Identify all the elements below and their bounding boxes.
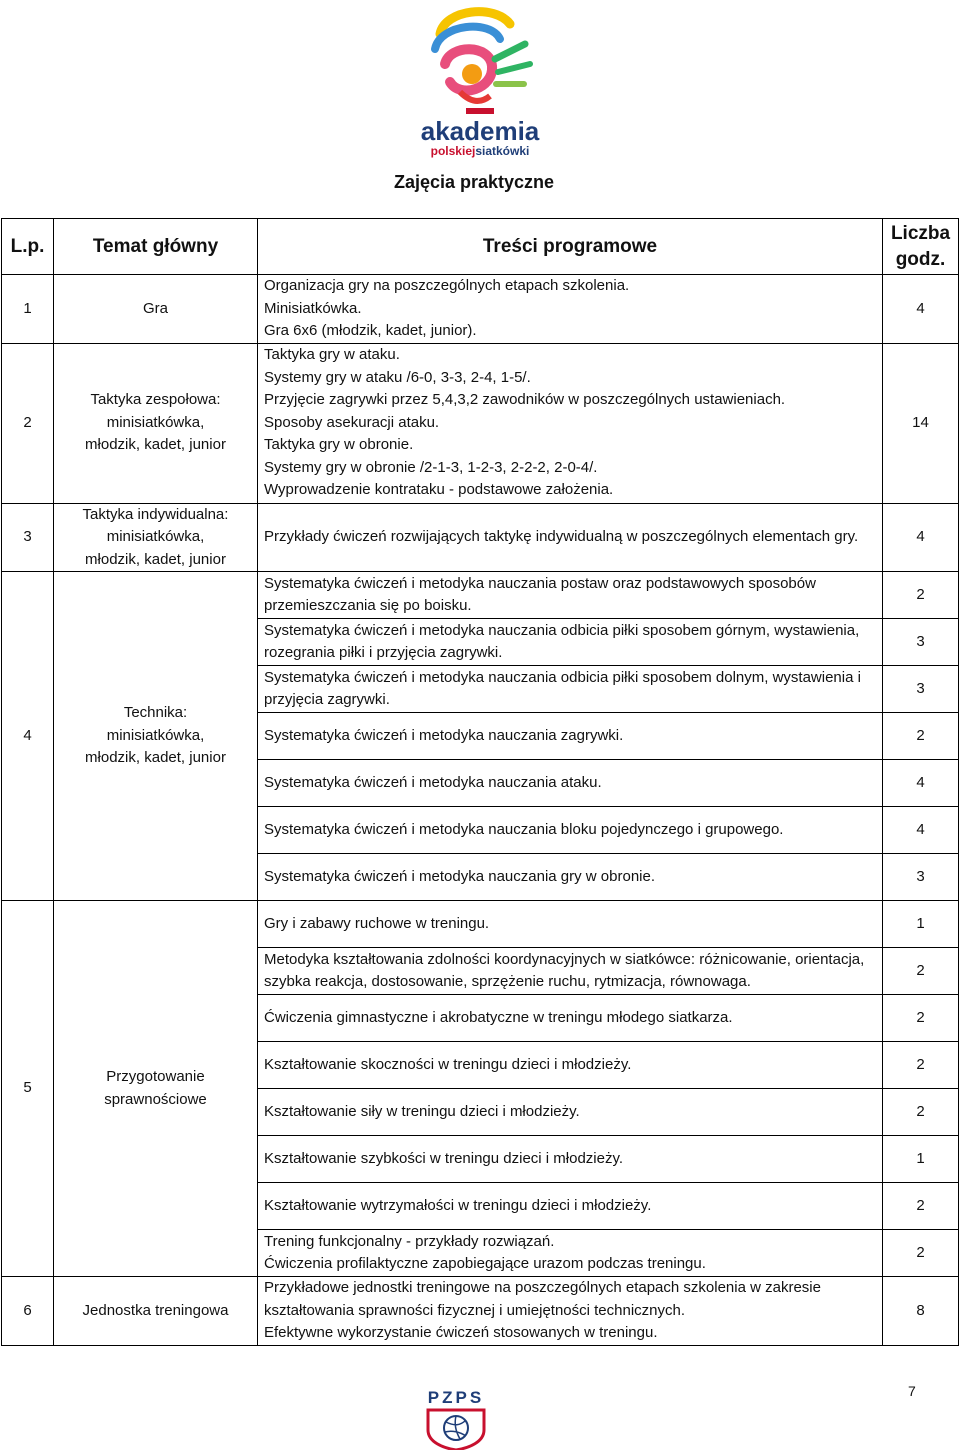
row-hours: 2 <box>883 1042 959 1089</box>
logo-top-text: akademia <box>420 116 540 146</box>
row-content: Kształtowanie siły w treningu dzieci i młodzieży. <box>258 1089 883 1136</box>
row-content: Systematyka ćwiczeń i metodyka nauczania ataku. <box>258 760 883 807</box>
row-hours: 2 <box>883 1183 959 1230</box>
row-topic: Technika: minisiatkówka, młodzik, kadet, junior <box>54 572 258 901</box>
page-title: Zajęcia praktyczne <box>393 172 555 192</box>
row-hours: 2 <box>883 1230 959 1277</box>
row-content: Systematyka ćwiczeń i metodyka nauczania odbicia piłki sposobem dolnym, wystawienia i przyjęcia zagrywki. <box>258 666 883 713</box>
row-hours: 3 <box>883 854 959 901</box>
row-number: 1 <box>2 275 54 344</box>
table-row <box>2 1277 959 1346</box>
row-content: Systematyka ćwiczeń i metodyka nauczania odbicia piłki sposobem górnym, wystawienia, rozegrania piłki i przyjęcia zagrywki. <box>258 619 883 666</box>
row-content: Kształtowanie szybkości w treningu dzieci i młodzieży. <box>258 1136 883 1183</box>
row-content: Taktyka gry w ataku. Systemy gry w ataku /6-0, 3-3, 2-4, 1-5/. Przyjęcie zagrywki przez 5,4,3,2 zawodników w poszczególnych ustawieniach. Sposoby asekuracji ataku. Taktyka gry w obronie. Systemy gry w obronie /2-1-3, 1-2-3, 2-2-2, 2-0-4/. Wyprowadzenie kontrataku - podstawowe założenia. <box>258 343 883 503</box>
row-content: Przykłady ćwiczeń rozwijających taktykę indywidualną w poszczególnych elementach gry. <box>258 503 883 572</box>
row-number: 5 <box>2 901 54 1277</box>
row-hours: 4 <box>883 760 959 807</box>
table-row <box>2 343 959 503</box>
row-hours: 2 <box>883 948 959 995</box>
row-content: Kształtowanie skoczności w treningu dzieci i młodzieży. <box>258 1042 883 1089</box>
row-hours: 4 <box>883 503 959 572</box>
row-topic: Taktyka zespołowa: minisiatkówka, młodzik, kadet, junior <box>54 343 258 503</box>
row-content: Przykładowe jednostki treningowe na poszczególnych etapach szkolenia w zakresie kształtowania sprawności fizycznej i umiejętności technicznych. Efektywne wykorzystanie ćwiczeń stosowanych w treningu. <box>258 1277 883 1346</box>
row-content: Gry i zabawy ruchowe w treningu. <box>258 901 883 948</box>
row-number: 3 <box>2 503 54 572</box>
row-hours: 1 <box>883 901 959 948</box>
header-content: Treści programowe <box>258 219 883 275</box>
row-number: 2 <box>2 343 54 503</box>
header-lp: L.p. <box>2 219 54 275</box>
row-content: Systematyka ćwiczeń i metodyka nauczania gry w obronie. <box>258 854 883 901</box>
row-content: Kształtowanie wytrzymałości w treningu dzieci i młodzieży. <box>258 1183 883 1230</box>
row-content: Systematyka ćwiczeń i metodyka nauczania postaw oraz podstawowych sposobów przemieszczania się po boisku. <box>258 572 883 619</box>
row-hours: 3 <box>883 619 959 666</box>
table-row <box>2 275 959 344</box>
row-hours: 8 <box>883 1277 959 1346</box>
row-topic: Gra <box>54 275 258 344</box>
row-topic: Jednostka treningowa <box>54 1277 258 1346</box>
row-content: Trening funkcjonalny - przykłady rozwiązań. Ćwiczenia profilaktyczne zapobiegające urazom podczas treningu. <box>258 1230 883 1277</box>
row-hours: 2 <box>883 713 959 760</box>
pzps-logo <box>414 1386 498 1450</box>
header-topic: Temat główny <box>54 219 258 275</box>
header-hours: Liczba godz. <box>883 219 959 275</box>
page-number: 7 <box>908 1383 916 1399</box>
table-row <box>2 901 959 948</box>
table-header-row <box>2 219 959 275</box>
row-topic: Przygotowanie sprawnościowe <box>54 901 258 1277</box>
row-hours: 4 <box>883 807 959 854</box>
row-topic: Taktyka indywidualna: minisiatkówka, młodzik, kadet, junior <box>54 503 258 572</box>
row-hours: 2 <box>883 1089 959 1136</box>
row-content: Systematyka ćwiczeń i metodyka nauczania zagrywki. <box>258 713 883 760</box>
pzps-logo-text: PZPS <box>427 1388 485 1407</box>
row-number: 6 <box>2 1277 54 1346</box>
row-hours: 14 <box>883 343 959 503</box>
table-row <box>2 572 959 619</box>
logo-bottom-text: polskiejsiatkówki <box>430 144 530 158</box>
row-number: 4 <box>2 572 54 901</box>
row-content: Ćwiczenia gimnastyczne i akrobatyczne w treningu młodego siatkarza. <box>258 995 883 1042</box>
table-row <box>2 503 959 572</box>
row-hours: 4 <box>883 275 959 344</box>
akademia-logo <box>400 4 560 160</box>
row-hours: 2 <box>883 995 959 1042</box>
row-content: Metodyka kształtowania zdolności koordynacyjnych w siatkówce: różnicowanie, orientacja, szybka reakcja, dostosowanie, sprzężenie ruchu, rytmizacja, równowaga. <box>258 948 883 995</box>
row-hours: 1 <box>883 1136 959 1183</box>
row-content: Systematyka ćwiczeń i metodyka nauczania bloku pojedynczego i grupowego. <box>258 807 883 854</box>
curriculum-table <box>1 218 959 1346</box>
row-content: Organizacja gry na poszczególnych etapach szkolenia. Minisiatkówka. Gra 6x6 (młodzik, kadet, junior). <box>258 275 883 344</box>
row-hours: 3 <box>883 666 959 713</box>
row-hours: 2 <box>883 572 959 619</box>
